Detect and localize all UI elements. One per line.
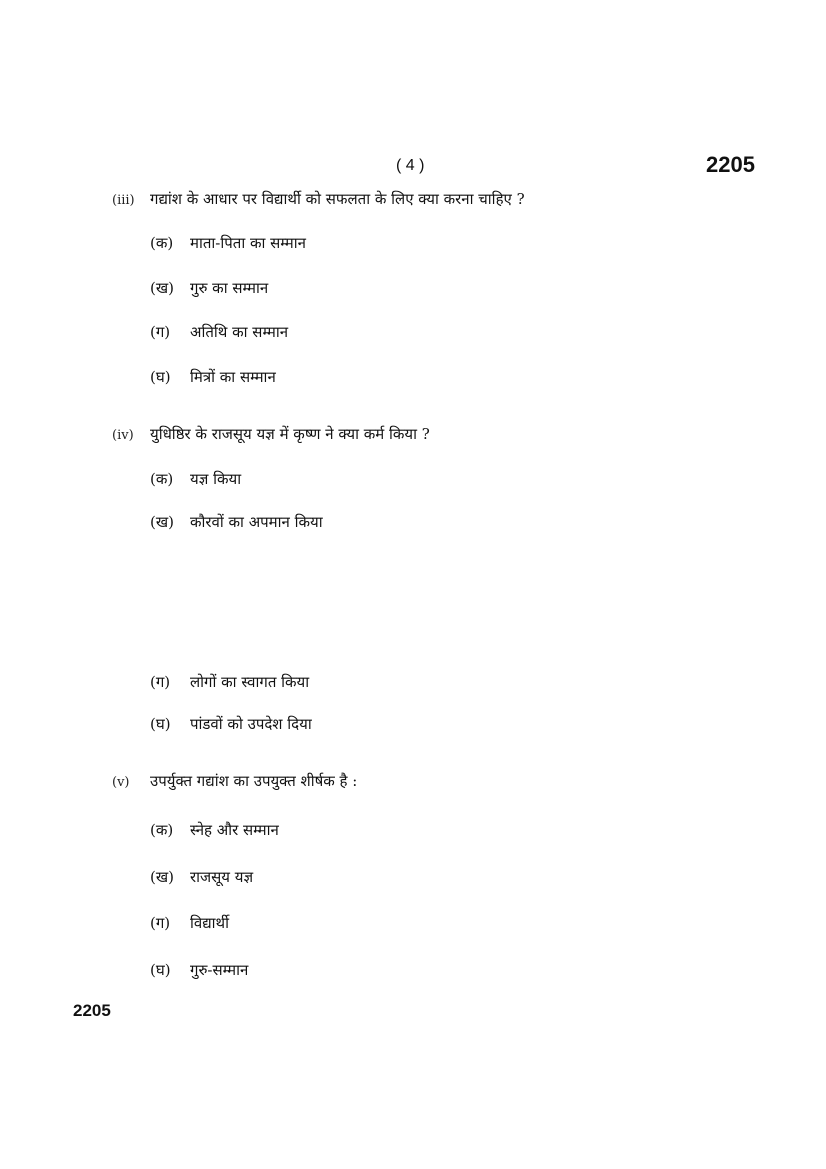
paper-code-header: 2205 [706,152,755,177]
option-text: गुरु का सम्मान [190,279,269,297]
question-number: (iii) [112,193,135,208]
option-text: गुरु-सम्मान [190,961,249,979]
option-label: (ग) [150,914,171,932]
option-text: स्नेह और सम्मान [190,821,279,839]
paper-code-footer: 2205 [73,1001,111,1020]
option-label: (घ) [150,368,171,386]
question-text: गद्यांश के आधार पर विद्यार्थी को सफलता के लिए क्या करना चाहिए ? [150,190,525,208]
option-text: यज्ञ किया [190,470,242,488]
option-label: (क) [150,234,174,252]
question-text: उपर्युक्त गद्यांश का उपयुक्त शीर्षक है : [150,772,358,790]
option-text: विद्यार्थी [190,914,230,932]
option-text: मित्रों का सम्मान [190,368,276,386]
option-label: (क) [150,821,174,839]
option-label: (ग) [150,673,171,691]
option-label: (घ) [150,961,171,979]
option-label: (ग) [150,323,171,341]
option-text: कौरवों का अपमान किया [190,513,323,531]
option-text: पांडवों को उपदेश दिया [190,715,312,733]
option-label: (ख) [150,868,174,886]
option-text: लोगों का स्वागत किया [190,673,310,691]
question-number: (v) [112,775,130,790]
option-text: अतिथि का सम्मान [190,323,289,341]
question-text: युधिष्ठिर के राजसूय यज्ञ में कृष्ण ने क्या कर्म किया ? [150,425,430,443]
option-label: (ख) [150,513,174,531]
option-label: (ख) [150,279,174,297]
question-number: (iv) [112,428,134,443]
page-number: ( 4 ) [396,157,425,174]
option-label: (क) [150,470,174,488]
option-text: राजसूय यज्ञ [190,868,254,886]
option-label: (घ) [150,715,171,733]
option-text: माता-पिता का सम्मान [190,234,306,252]
